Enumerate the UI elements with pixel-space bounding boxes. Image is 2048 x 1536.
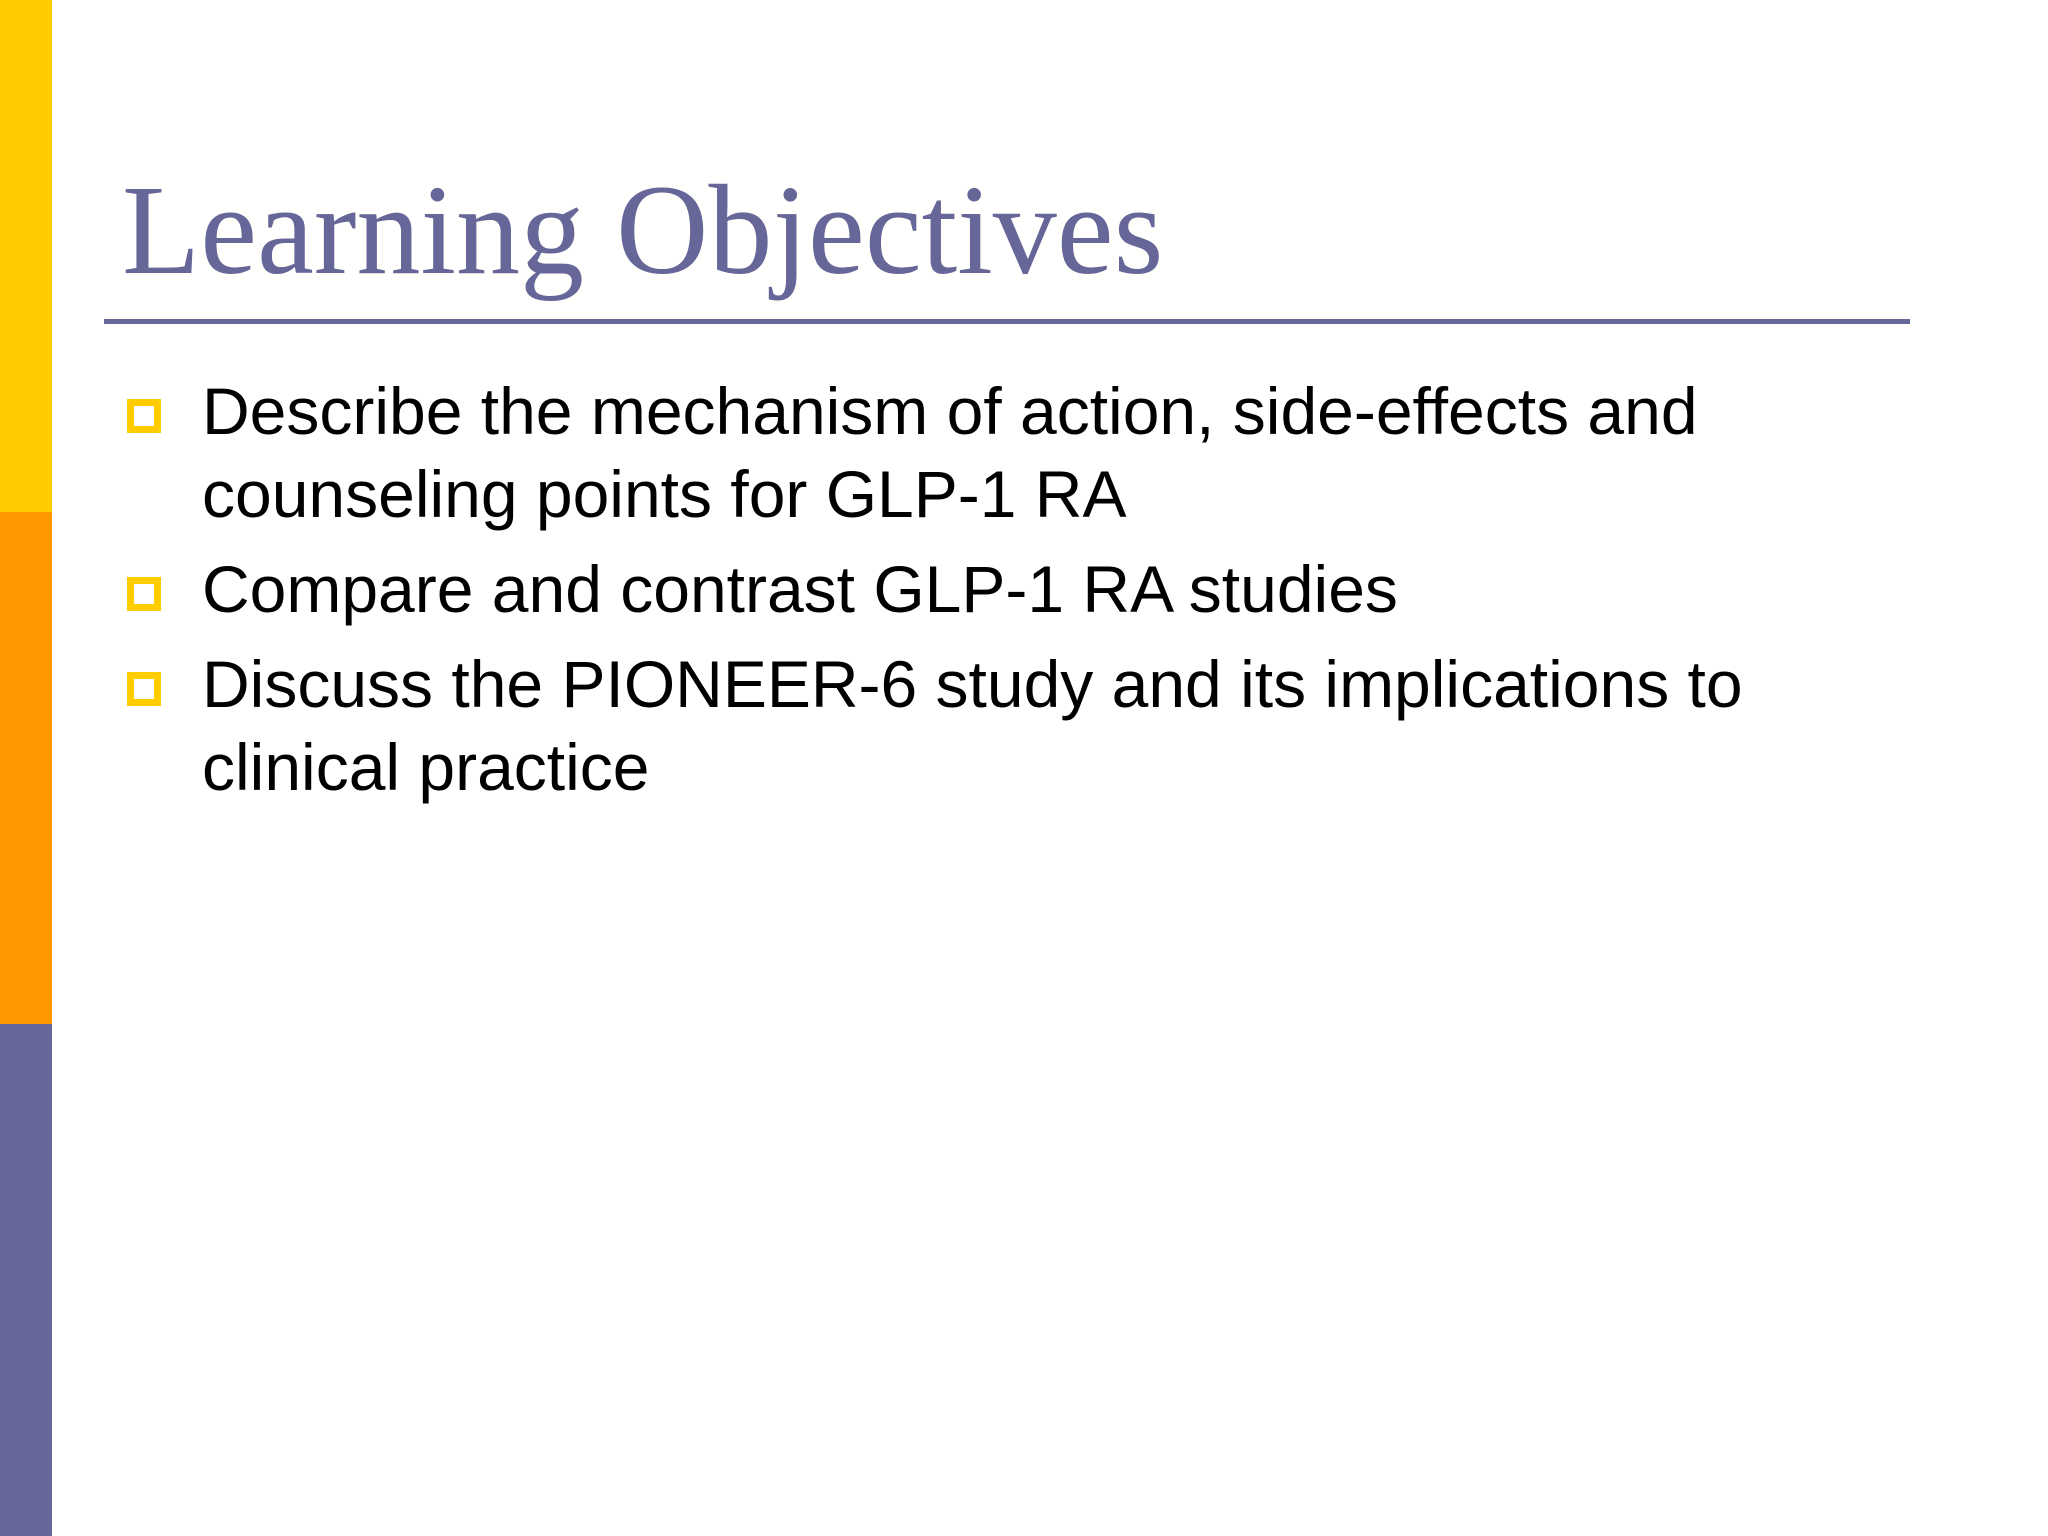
accent-bar	[0, 0, 52, 1536]
list-item-text: Describe the mechanism of action, side-effects and counseling points for GLP-1 RA	[202, 374, 1698, 531]
accent-segment-orange	[0, 512, 52, 1024]
accent-segment-slate	[0, 1024, 52, 1536]
list-item	[124, 643, 1864, 809]
list-item	[124, 548, 1864, 631]
square-bullet-icon	[127, 577, 161, 611]
list-item	[124, 370, 1864, 536]
square-bullet-icon	[127, 399, 161, 433]
slide-title: Learning Objectives	[122, 159, 1164, 301]
square-bullet-icon	[127, 672, 161, 706]
list-item-text: Compare and contrast GLP-1 RA studies	[202, 552, 1398, 626]
list-item-text: Discuss the PIONEER-6 study and its implications to clinical practice	[202, 647, 1743, 804]
objectives-list	[124, 370, 1864, 821]
accent-segment-yellow	[0, 0, 52, 512]
title-underline	[104, 319, 1910, 324]
